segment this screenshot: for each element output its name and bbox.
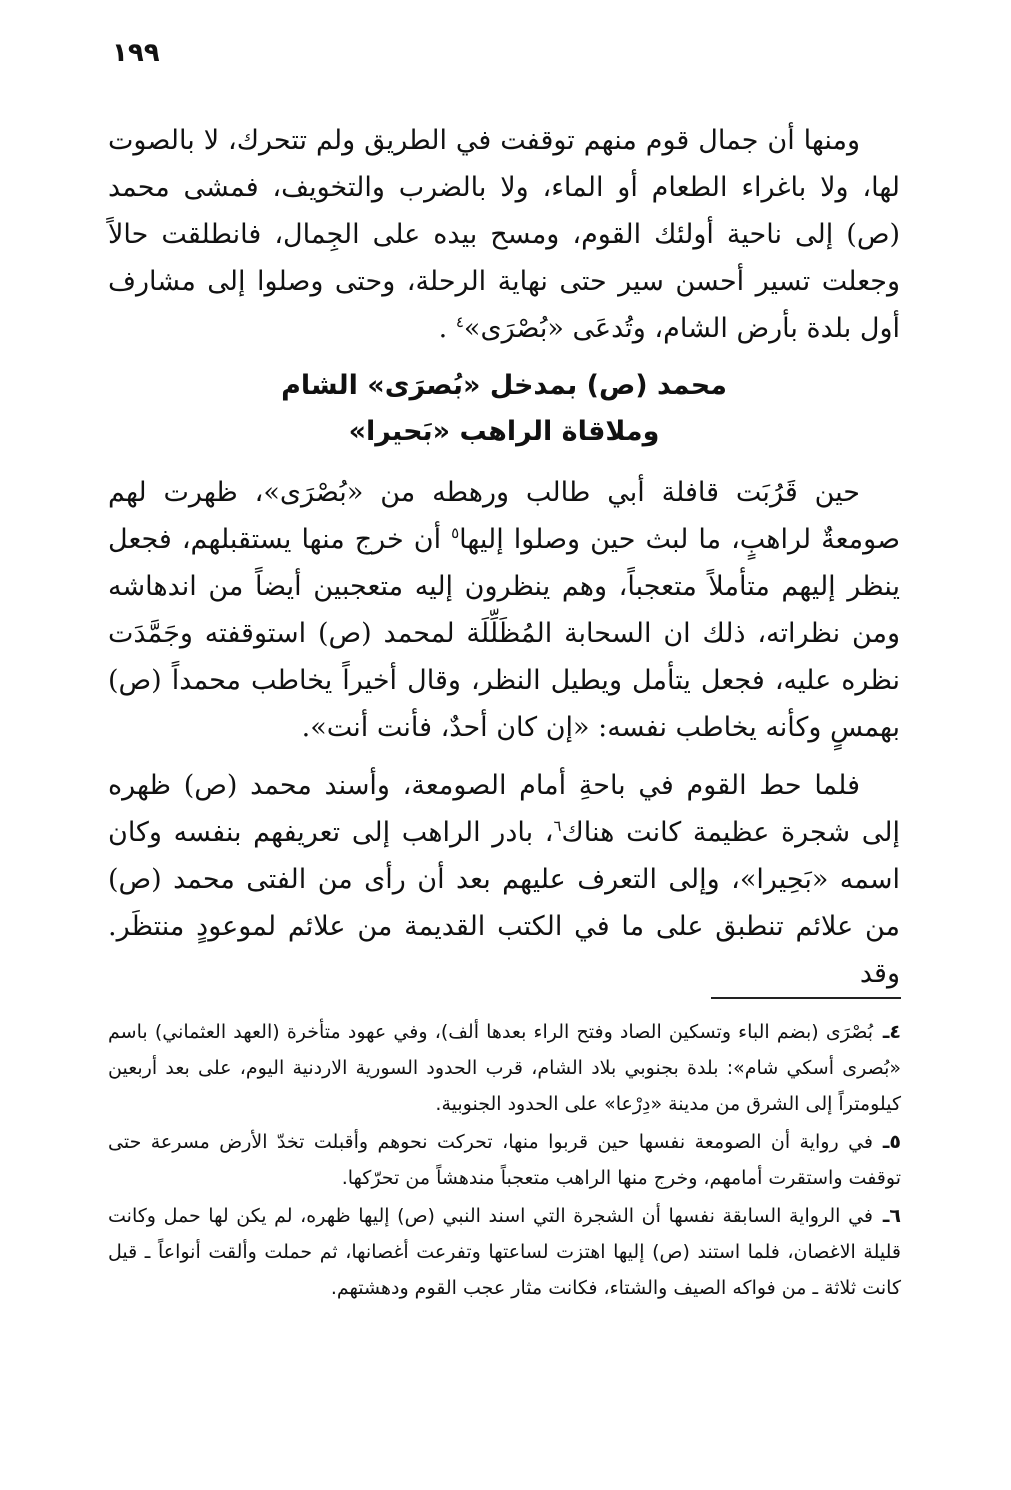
footnote-number: ٦ـ <box>882 1205 901 1227</box>
paragraph-3-text-part1: فلما حط القوم في باحةِ أمام الصومعة، وأسند محمد (ص) ظهره إلى شجرة عظيمة كانت هناك <box>108 770 901 848</box>
footnote-6 <box>108 1198 901 1306</box>
page-number: ١٩٩ <box>112 38 160 68</box>
footnote-divider <box>711 997 901 999</box>
paragraph-2-text-part1: حين قَرُبَت قافلة أبي طالب ورهطه من «بُصْرَى»، ظهرت لهم صومعةٌ لراهبٍ، ما لبث حين وصلوا إليها <box>108 477 901 555</box>
footnote-number: ٥ـ <box>882 1131 901 1153</box>
footnote-text: بُصْرَى (بضم الباء وتسكين الصاد وفتح الراء بعدها ألف)، وفي عهود متأخرة (العهد العثماني) باسم «بُصرى أسكي شام»: بلدة بجنوبي بلاد الشام، قرب الحدود السورية الاردنية اليوم، على بعد أربعين كيلومتراً إلى الشرق من مدينة «دِرْعا» على الحدود الجنوبية. <box>108 1021 901 1115</box>
paragraph-2 <box>108 469 900 751</box>
paragraph-1-end: . <box>438 313 448 344</box>
footnote-5 <box>108 1124 901 1196</box>
footnote-4 <box>108 1014 901 1122</box>
footnote-text: في رواية أن الصومعة نفسها حين قربوا منها، تحركت نحوهم وأقبلت تخدّ الأرض مسرعة حتى توقفت واستقرت أمامهم، وخرج منها الراهب متعجباً مندهشاً من تحرّكها. <box>108 1131 901 1189</box>
heading-line-2: وملاقاة الراهب «بَحيرا» <box>348 416 660 447</box>
footnote-marker-6: ٦ <box>553 817 562 835</box>
paragraph-1-text: ومنها أن جمال قوم منهم توقفت في الطريق ولم تتحرك، لا بالصوت لها، ولا باغراء الطعام أو الماء، ولا بالضرب والتخويف، فمشى محمد (ص) إلى ناحية أولئك القوم، ومسح بيده على الجِمال، فانطلقت حالاً وجعلت تسير أحسن سير حتى نهاية الرحلة، وحتى وصلوا إلى مشارف أول بلدة بأرض الشام، وتُدعَى «بُصْرَى» <box>108 125 900 344</box>
footnote-marker-5: ٥ <box>451 524 460 542</box>
paragraph-3 <box>108 762 900 997</box>
footnote-number: ٤ـ <box>882 1021 901 1043</box>
section-heading <box>108 363 900 455</box>
footnote-text: في الرواية السابقة نفسها أن الشجرة التي اسند النبي (ص) إليها ظهره، لم يكن لها حمل وكانت قليلة الاغصان، فلما استند (ص) إليها اهتزت لساعتها وتفرعت أغصانها، ثم حملت وألقت أنواعاً ـ قيل كانت ثلاثة ـ من فواكه الصيف والشتاء، فكانت مثار عجب القوم ودهشتهم. <box>108 1205 901 1299</box>
heading-line-1: محمد (ص) بمدخل «بُصرَى» الشام <box>281 370 727 401</box>
paragraph-1 <box>108 117 900 352</box>
footnote-marker-4: ٤ <box>455 313 464 331</box>
paragraph-2-text-part2: أن خرج منها يستقبلهم، فجعل ينظر إليهم متأملاً متعجباً، وهم ينظرون إليه متعجبين أيضاً من اندهاشه ومن نظراته، ذلك ان السحابة المُظَلِّلَة لمحمد (ص) استوقفته وجَمَّدَت نظره عليه، فجعل يتأمل ويطيل النظر، وقال أخيراً يخاطب محمداً (ص) بهمسٍ وكأنه يخاطب نفسه: «إن كان أحدٌ، فأنت أنت». <box>108 524 900 743</box>
paragraph-3-text-part2: ، بادر الراهب إلى تعريفهم بنفسه وكان اسمه «بَحِيرا»، وإلى التعرف عليهم بعد أن رأى من الفتى محمد (ص) من علائم تنطبق على ما في الكتب القديمة من علائم لموعودٍ منتظَر. وقد <box>108 817 900 989</box>
footnotes <box>108 1014 901 1308</box>
